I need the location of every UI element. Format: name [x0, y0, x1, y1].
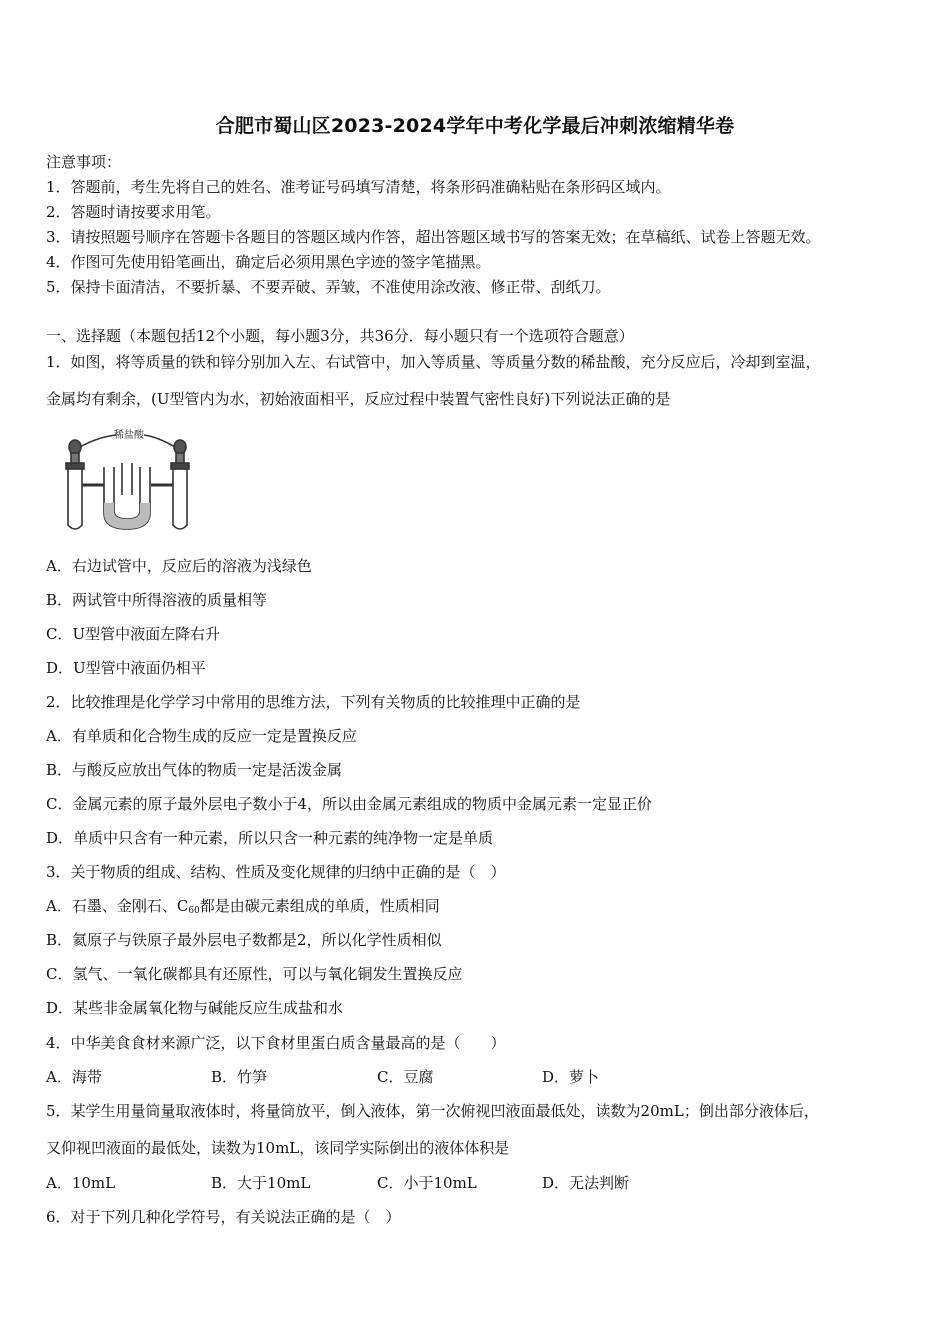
question-4-stem: 4．中华美食食材来源广泛，以下食材里蛋白质含量最高的是（ ） [46, 1034, 506, 1052]
option-a-text-post: 都是由碳元素组成的单质，性质相同 [199, 897, 440, 915]
question-3-option-c: C．氢气、一氧化碳都具有还原性，可以与氧化铜发生置换反应 [46, 965, 463, 983]
question-2-stem: 2．比较推理是化学学习中常用的思维方法，下列有关物质的比较推理中正确的是 [46, 693, 581, 711]
question-4-option-b: B．竹笋 [211, 1068, 268, 1086]
option-a-text-pre: A．石墨、金刚石、C [46, 897, 189, 915]
notice-item: 4．作图可先使用铅笔画出，确定后必须用黑色字迹的签字笔描黑。 [46, 253, 491, 271]
notice-heading: 注意事项： [46, 153, 122, 171]
question-3-stem: 3．关于物质的组成、结构、性质及变化规律的归纳中正确的是（ ） [46, 863, 506, 881]
question-5-stem: 5．某学生用量筒量取液体时，将量筒放平，倒入液体，第一次俯视凹液面最低处，读数为20mL；倒出部分液体后， [46, 1102, 819, 1120]
question-6-stem: 6．对于下列几种化学符号，有关说法正确的是（ ） [46, 1208, 401, 1226]
question-5-option-c: C．小于10mL [377, 1174, 477, 1192]
subscript-60: 60 [188, 906, 200, 916]
question-1-option-d: D．U型管中液面仍相平 [46, 659, 206, 677]
question-2-option-b: B．与酸反应放出气体的物质一定是活泼金属 [46, 761, 343, 779]
question-1-option-b: B．两试管中所得溶液的质量相等 [46, 591, 268, 609]
notice-item: 3．请按照题号顺序在答题卡各题目的答题区域内作答，超出答题区域书写的答案无效；在草稿纸、试卷上答题无效。 [46, 228, 821, 246]
section-heading: 一、选择题（本题包括12个小题，每小题3分，共36分．每小题只有一个选项符合题意） [46, 327, 634, 345]
question-2-option-d: D．单质中只含有一种元素，所以只含一种元素的纯净物一定是单质 [46, 829, 494, 847]
notice-item: 2．答题时请按要求用笔。 [46, 203, 221, 221]
question-5-option-a: A．10mL [46, 1174, 116, 1192]
question-5-option-b: B．大于10mL [211, 1174, 311, 1192]
question-4-option-d: D．萝卜 [542, 1068, 600, 1086]
question-5-stem-cont: 又仰视凹液面的最低处，读数为10mL，该同学实际倒出的液体体积是 [46, 1139, 510, 1157]
question-1-option-a: A．右边试管中，反应后的溶液为浅绿色 [46, 557, 312, 575]
notice-item: 5．保持卡面清洁，不要折暴、不要弄破、弄皱，不准使用涂改液、修正带、刮纸刀。 [46, 278, 611, 296]
question-1-stem: 1．如图，将等质量的铁和锌分别加入左、右试管中，加入等质量、等质量分数的稀盐酸，充分反应后，冷却到室温， [46, 353, 821, 371]
question-4-option-a: A．海带 [46, 1068, 102, 1086]
u-tube-apparatus-figure [58, 425, 194, 535]
notice-item: 1．答题前，考生先将自己的姓名、准考证号码填写清楚，将条形码准确粘贴在条形码区域内。 [46, 178, 671, 196]
page-title: 合肥市蜀山区2023-2024学年中考化学最后冲刺浓缩精华卷 [215, 115, 735, 137]
question-2-option-a: A．有单质和化合物生成的反应一定是置换反应 [46, 727, 357, 745]
question-5-option-d: D．无法判断 [542, 1174, 630, 1192]
figure-label: 稀盐酸 [114, 430, 144, 441]
question-3-option-b: B．氦原子与铁原子最外层电子数都是2，所以化学性质相似 [46, 931, 442, 949]
question-3-option-a [46, 896, 440, 921]
question-4-option-c: C．豆腐 [377, 1068, 434, 1086]
question-2-option-c: C．金属元素的原子最外层电子数小于4，所以由金属元素组成的物质中金属元素一定显正价 [46, 795, 653, 813]
question-3-option-d: D．某些非金属氧化物与碱能反应生成盐和水 [46, 999, 344, 1017]
question-1-option-c: C．U型管中液面左降右升 [46, 625, 221, 643]
question-1-stem-cont: 金属均有剩余，(U型管内为水，初始液面相平，反应过程中装置气密性良好)下列说法正确的是 [46, 390, 671, 408]
